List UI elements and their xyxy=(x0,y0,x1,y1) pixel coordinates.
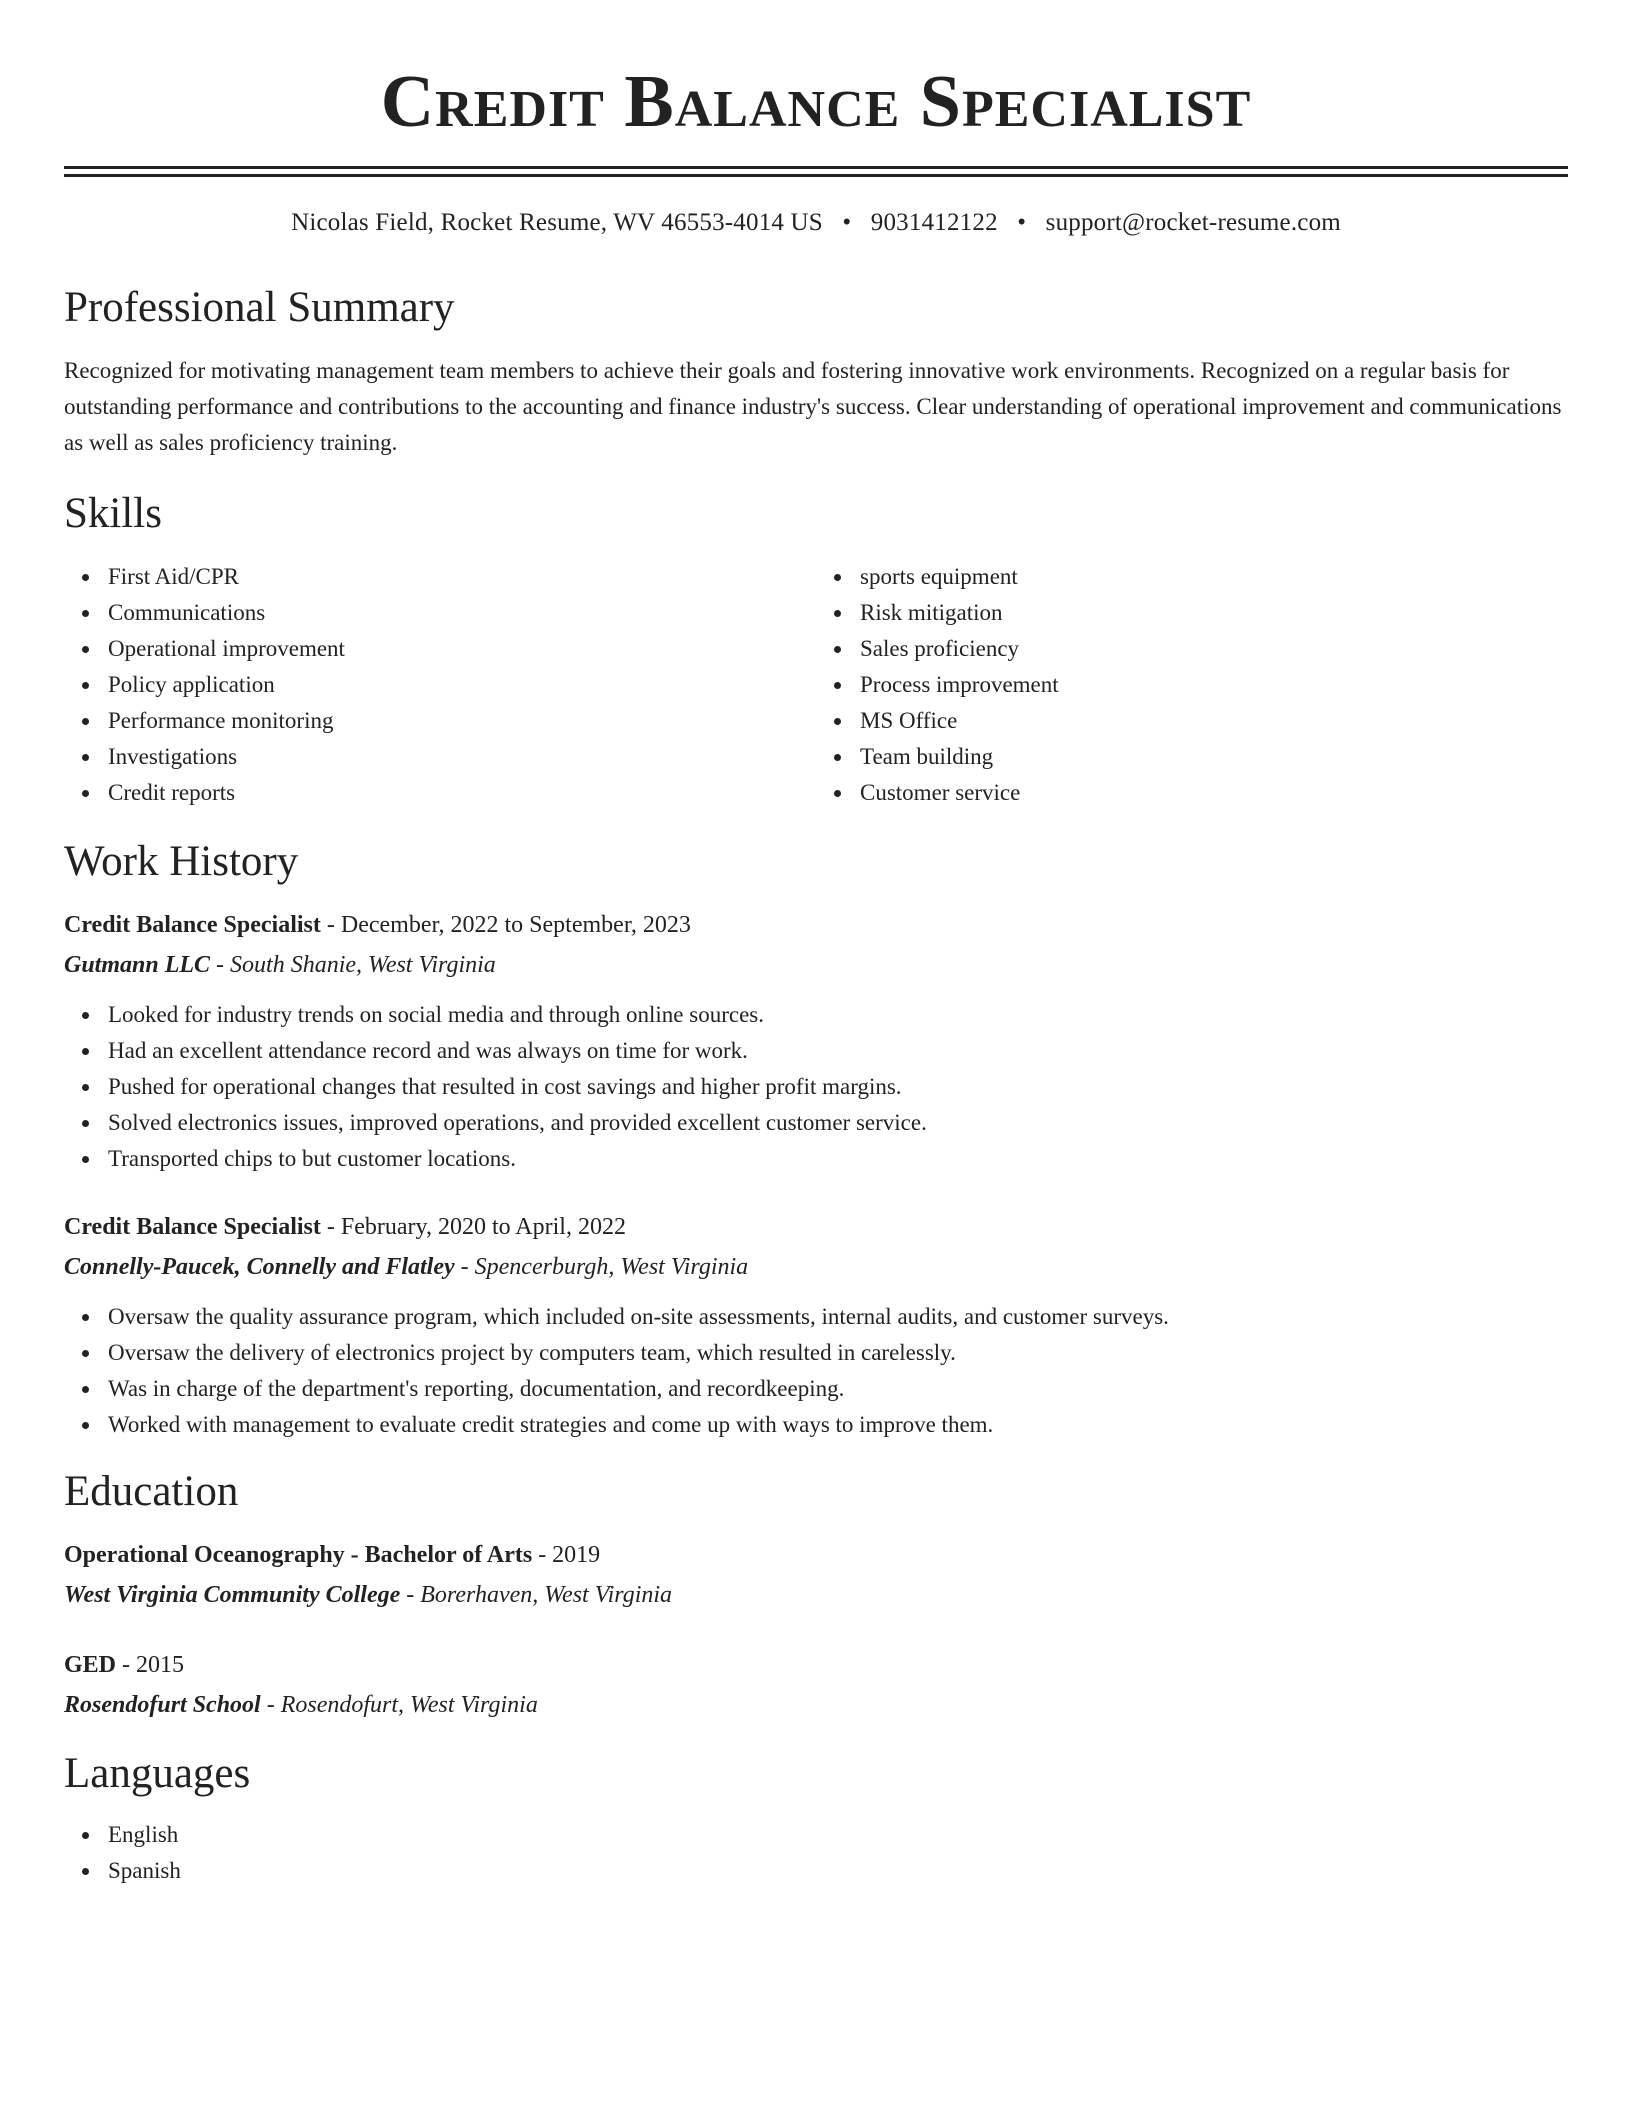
education-heading xyxy=(64,1645,1568,1685)
skill-item: Investigations xyxy=(108,739,816,775)
skill-item: Performance monitoring xyxy=(108,703,816,739)
language-item: Spanish xyxy=(108,1853,1568,1889)
contact-email: support@rocket-resume.com xyxy=(1045,209,1341,236)
resume-title: Credit Balance Specialist xyxy=(380,61,1252,143)
skill-item: Sales proficiency xyxy=(860,631,1568,667)
skill-item: Team building xyxy=(860,739,1568,775)
contact-separator: • xyxy=(842,209,852,236)
job-duty: Pushed for operational changes that resulted in cost savings and higher profit margins. xyxy=(108,1069,1568,1105)
skill-item: Operational improvement xyxy=(108,631,816,667)
job-company-line xyxy=(64,945,1568,985)
title-double-rule xyxy=(64,166,1568,177)
job-dates: - December, 2022 to September, 2023 xyxy=(320,912,691,938)
education-school-line xyxy=(64,1575,1568,1615)
skills-column-left xyxy=(64,559,816,811)
job-duties-list xyxy=(64,1299,1568,1443)
skills-grid xyxy=(64,559,1568,811)
job-duty: Was in charge of the department's reporting, documentation, and recordkeeping. xyxy=(108,1371,1568,1407)
language-item: English xyxy=(108,1817,1568,1853)
skill-item: Process improvement xyxy=(860,667,1568,703)
contact-line xyxy=(64,207,1568,239)
section-title-work-history: Work History xyxy=(64,838,299,885)
education-location: - Rosendofurt, West Virginia xyxy=(260,1692,538,1718)
skill-item: Risk mitigation xyxy=(860,595,1568,631)
job-location: - South Shanie, West Virginia xyxy=(210,952,496,978)
contact-separator: • xyxy=(1017,209,1027,236)
education-heading xyxy=(64,1535,1568,1575)
job-company-line xyxy=(64,1247,1568,1287)
languages-list xyxy=(64,1817,1568,1889)
job-duty: Transported chips to but customer locations. xyxy=(108,1141,1568,1177)
job-location: - Spencerburgh, West Virginia xyxy=(454,1254,749,1280)
skill-item: Policy application xyxy=(108,667,816,703)
job-duties-list xyxy=(64,997,1568,1177)
job-duty: Looked for industry trends on social media and through online sources. xyxy=(108,997,1568,1033)
skills-column-right xyxy=(816,559,1568,811)
section-title-skills: Skills xyxy=(64,490,162,537)
education-school: Rosendofurt School xyxy=(64,1692,261,1718)
job-company: Gutmann LLC xyxy=(64,952,211,978)
job-heading xyxy=(64,905,1568,945)
job-duty: Oversaw the delivery of electronics project by computers team, which resulted in carelessly. xyxy=(108,1335,1568,1371)
contact-address: Nicolas Field, Rocket Resume, WV 46553-4014 US xyxy=(291,209,823,236)
education-location: - Borerhaven, West Virginia xyxy=(400,1582,673,1608)
job-duty: Had an excellent attendance record and was always on time for work. xyxy=(108,1033,1568,1069)
job-heading xyxy=(64,1207,1568,1247)
education-year: - 2015 xyxy=(116,1652,185,1678)
contact-phone: 9031412122 xyxy=(870,209,998,236)
education-year: - 2019 xyxy=(532,1542,601,1568)
job-position: Credit Balance Specialist xyxy=(64,912,321,938)
skill-item: Customer service xyxy=(860,775,1568,811)
skill-item: First Aid/CPR xyxy=(108,559,816,595)
job-company: Connelly-Paucek, Connelly and Flatley xyxy=(64,1254,455,1280)
job-duty: Worked with management to evaluate credit strategies and come up with ways to improve them. xyxy=(108,1407,1568,1443)
education-degree: GED xyxy=(64,1652,117,1678)
skill-item: MS Office xyxy=(860,703,1568,739)
job-position: Credit Balance Specialist xyxy=(64,1214,321,1240)
skill-item: Communications xyxy=(108,595,816,631)
summary-text: Recognized for motivating management team members to achieve their goals and fostering innovative work environments. Recognized on a regular basis for outstanding performance and contributions to the accounting and finance industry's success. Clear understanding of operational improvement and communications as well as sales proficiency training. xyxy=(64,358,1562,455)
section-title-languages: Languages xyxy=(64,1750,251,1797)
education-degree: Operational Oceanography - Bachelor of Arts xyxy=(64,1542,533,1568)
skill-item: Credit reports xyxy=(108,775,816,811)
education-school: West Virginia Community College xyxy=(64,1582,401,1608)
education-school-line xyxy=(64,1685,1568,1725)
section-title-education: Education xyxy=(64,1468,239,1515)
job-duty: Solved electronics issues, improved operations, and provided excellent customer service. xyxy=(108,1105,1568,1141)
job-duty: Oversaw the quality assurance program, which included on-site assessments, internal audits, and customer surveys. xyxy=(108,1299,1568,1335)
section-title-summary: Professional Summary xyxy=(64,284,455,331)
job-dates: - February, 2020 to April, 2022 xyxy=(320,1214,626,1240)
skill-item: sports equipment xyxy=(860,559,1568,595)
